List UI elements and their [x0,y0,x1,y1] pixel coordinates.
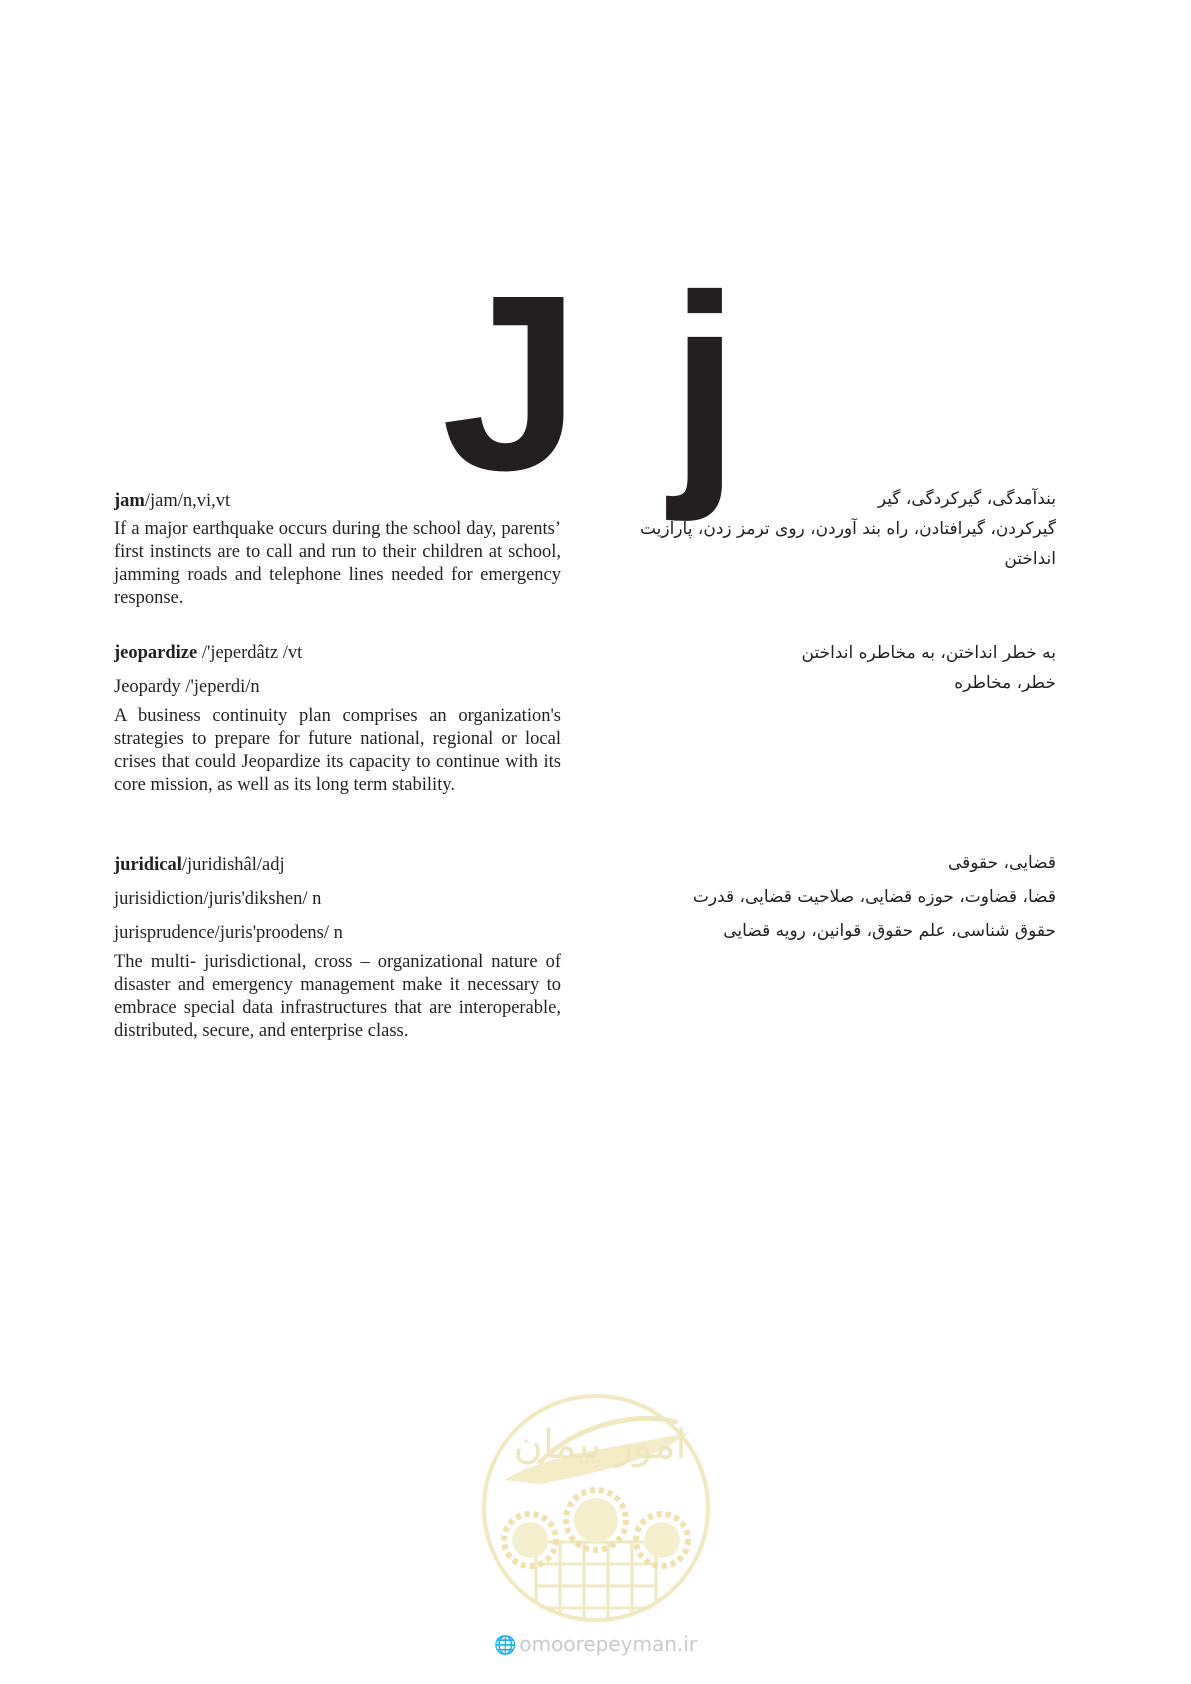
watermark-site [0,1632,1191,1656]
entry-example: The multi- jurisdictional, cross – organizational nature of disaster and emergency management make it necessary to embrace special data infrastructures that are interoperable, distributed, secure, and enterprise class. [114,952,561,1041]
entry-related: jurisidiction/juris'dikshen/ n [114,889,322,909]
entry-jeopardize-persian [586,638,1056,698]
watermark-seal-icon [480,1392,712,1624]
entry-juridical-persian [586,848,1056,946]
entry-pronunciation: /'jeperdâtz /vt [197,643,303,663]
persian-line: قضایی، حقوقی [947,853,1056,873]
entry-jam-persian [586,484,1056,574]
globe-icon: 🌐 [493,1635,517,1656]
watermark-site-text: omoorepeyman.ir [519,1632,698,1656]
persian-line: گیرکردن، گیرافتادن، راه بند آوردن، روی ترمز زدن، پارازیت انداختن [639,519,1056,569]
persian-line: حقوق شناسی، علم حقوق، قوانین، رویه قضایی [723,921,1056,941]
persian-line: خطر، مخاطره [954,673,1056,693]
entry-pronunciation: /jam/n,vi,vt [144,491,231,511]
watermark-logo-text: امور پیمان [513,1422,687,1468]
entry-example: If a major earthquake occurs during the school day, parents’ first instincts are to call and run to their children at school, jamming roads and telephone lines needed for emergency response. [114,519,561,608]
persian-line: بندآمدگی، گیرکردگی، گیر [877,489,1056,509]
entry-related: Jeopardy /'jeperdi/n [114,677,260,697]
entry-term: juridical [114,855,182,875]
letter-heading: J j [441,243,750,522]
entry-juridical-english [114,854,561,1043]
entry-term: jeopardize [114,643,198,663]
entry-pronunciation: /juridishâl/adj [181,855,285,875]
entry-jeopardize-english [114,642,561,797]
entry-jam-english [114,490,561,610]
persian-line: قضا، قضاوت، حوزه قضایی، صلاحیت قضایی، قدرت [692,887,1056,907]
entry-related: jurisprudence/juris'proodens/ n [114,923,343,943]
entry-example: A business continuity plan comprises an organization's strategies to prepare for future national, regional or local crises that could Jeopardize its capacity to continue with its core mission, as well as its long term stability. [114,706,561,795]
entry-term: jam [114,491,145,511]
persian-line: به خطر انداختن، به مخاطره انداختن [801,643,1056,663]
